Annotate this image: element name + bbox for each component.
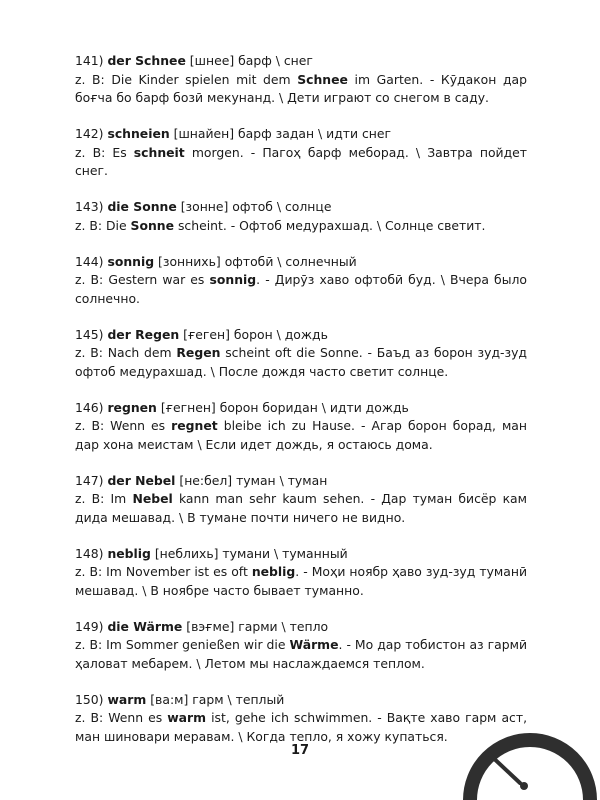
entry-translation: [ғеген] борон \ дождь	[179, 326, 328, 342]
entry-example	[75, 563, 527, 600]
example-text: z. B: Wenn es	[75, 710, 168, 725]
entry-example	[75, 217, 527, 236]
entry-translation: [шнайен] барф задан \ идти снег	[169, 126, 392, 141]
vocab-entry	[75, 472, 527, 528]
example-translation: im Garten. - Кӯдакон дар боғча бо барф бозӣ мекунанд. \ Дети играют со снегом в саду.	[75, 71, 527, 105]
entry-example	[75, 144, 527, 181]
entry-heading	[75, 125, 527, 144]
example-translation: scheint. - Офтоб медурахшад. \ Солнце светит.	[174, 217, 486, 233]
entry-heading	[75, 618, 527, 637]
entry-translation: [зоннихь] офтобӣ \ солнечный	[154, 253, 357, 269]
vocab-entry	[75, 125, 527, 181]
example-keyword: Wärme	[289, 637, 339, 652]
entry-translation: [вэғме] гарми \ тепло	[182, 618, 329, 634]
example-text: z. B: Im November ist es oft	[75, 564, 252, 579]
entry-heading	[75, 399, 527, 418]
example-translation: scheint oft die Sonne. - Баъд аз борон зуд-зуд офтоб медурахшад. \ После дождя часто светит солнце.	[75, 345, 527, 379]
example-keyword: sonnig	[209, 272, 257, 287]
page-number: 17	[290, 743, 310, 758]
entry-word: sonnig	[107, 253, 155, 269]
example-text: z. B: Die	[75, 217, 131, 233]
entry-example	[75, 71, 527, 108]
entry-number: 146)	[75, 399, 104, 415]
example-text: z. B: Nach dem	[75, 345, 177, 360]
entry-number: 144)	[75, 253, 104, 269]
entry-heading	[75, 253, 527, 272]
entry-number: 148)	[75, 545, 104, 561]
entry-example	[75, 490, 527, 527]
entry-word: warm	[107, 691, 147, 707]
example-translation: . - Моҳи ноябр ҳаво зуд-зуд туманӣ мешавад. \ В ноябре часто бывает туманно.	[75, 564, 527, 598]
entry-heading	[75, 545, 527, 564]
entry-word: der Schnee	[107, 53, 186, 68]
entry-example	[75, 636, 527, 673]
vocab-entry	[75, 618, 527, 674]
entry-translation: [ва:м] гарм \ теплый	[146, 691, 285, 707]
entry-heading	[75, 691, 527, 710]
entry-number: 149)	[75, 618, 104, 634]
entry-word: regnen	[107, 399, 157, 415]
entry-word: der Regen	[107, 326, 180, 342]
entry-translation: [неблихь] тумани \ туманный	[150, 545, 348, 561]
example-keyword: Schnee	[297, 71, 348, 87]
entry-heading	[75, 198, 527, 217]
entry-heading	[75, 472, 527, 491]
example-text: z. B: Im	[75, 491, 133, 506]
example-keyword: Nebel	[132, 491, 173, 506]
example-keyword: warm	[167, 710, 207, 725]
entry-number: 145)	[75, 326, 104, 342]
example-keyword: Sonne	[130, 217, 175, 233]
example-text: z. B: Im Sommer genießen wir die	[75, 637, 290, 652]
example-text: z. B: Gestern war es	[75, 272, 210, 287]
example-keyword: schneit	[133, 144, 185, 160]
vocabulary-page	[75, 52, 527, 764]
entry-example	[75, 417, 527, 454]
vocab-entry	[75, 545, 527, 601]
example-translation: morgen. - Пагоҳ барф меборад. \ Завтра пойдет снег.	[75, 144, 527, 178]
entry-number: 150)	[75, 691, 104, 707]
example-text: z. B: Es	[75, 144, 134, 160]
example-keyword: Regen	[176, 345, 221, 360]
vocab-entry	[75, 52, 527, 108]
example-translation: . - Мо дар тобистон аз гармӣ ҳаловат мебарем. \ Летом мы наслаждаемся теплом.	[75, 637, 527, 671]
example-translation: kann man sehr kaum sehen. - Дар туман бисёр кам дида мешавад. \ В тумане почти ничего не видно.	[75, 491, 527, 525]
entry-word: neblig	[107, 545, 151, 561]
example-keyword: regnet	[171, 418, 218, 433]
example-translation: bleibe ich zu Hause. - Агар борон борад, ман дар хона меистам \ Если идет дождь, я остаюсь дома.	[75, 418, 527, 452]
entry-example	[75, 344, 527, 381]
entry-word: schneien	[107, 126, 170, 141]
entry-word: die Wärme	[107, 618, 183, 634]
entry-number: 142)	[75, 126, 104, 141]
example-text: z. B: Die Kinder spielen mit dem	[75, 71, 298, 87]
gauge-icon	[458, 708, 600, 800]
entry-translation: [ғегнен] борон боридан \ идти дождь	[156, 399, 409, 415]
entry-translation: [шнее] барф \ снег	[185, 53, 313, 68]
entry-word: der Nebel	[107, 472, 176, 488]
vocab-entry	[75, 198, 527, 235]
example-keyword: neblig	[251, 564, 296, 579]
entry-number: 141)	[75, 53, 104, 68]
example-text: z. B: Wenn es	[75, 418, 172, 433]
vocab-entry	[75, 399, 527, 455]
example-translation: . - Дирӯз хаво офтобӣ буд. \ Вчера было солнечно.	[75, 272, 527, 306]
entry-heading	[75, 326, 527, 345]
entry-example	[75, 271, 527, 308]
entry-word: die Sonne	[107, 199, 177, 214]
entry-translation: [зонне] офтоб \ солнце	[176, 199, 332, 214]
entry-heading	[75, 52, 527, 71]
vocab-entry	[75, 326, 527, 382]
entry-number: 147)	[75, 472, 104, 488]
entry-number: 143)	[75, 199, 104, 214]
entry-translation: [не:бел] туман \ туман	[175, 472, 328, 488]
example-translation: ist, gehe ich schwimmen. - Вақте хаво гарм аст, ман шиновари меравам. \ Когда тепло, я хожу купаться.	[75, 710, 528, 744]
vocab-entry	[75, 253, 527, 309]
